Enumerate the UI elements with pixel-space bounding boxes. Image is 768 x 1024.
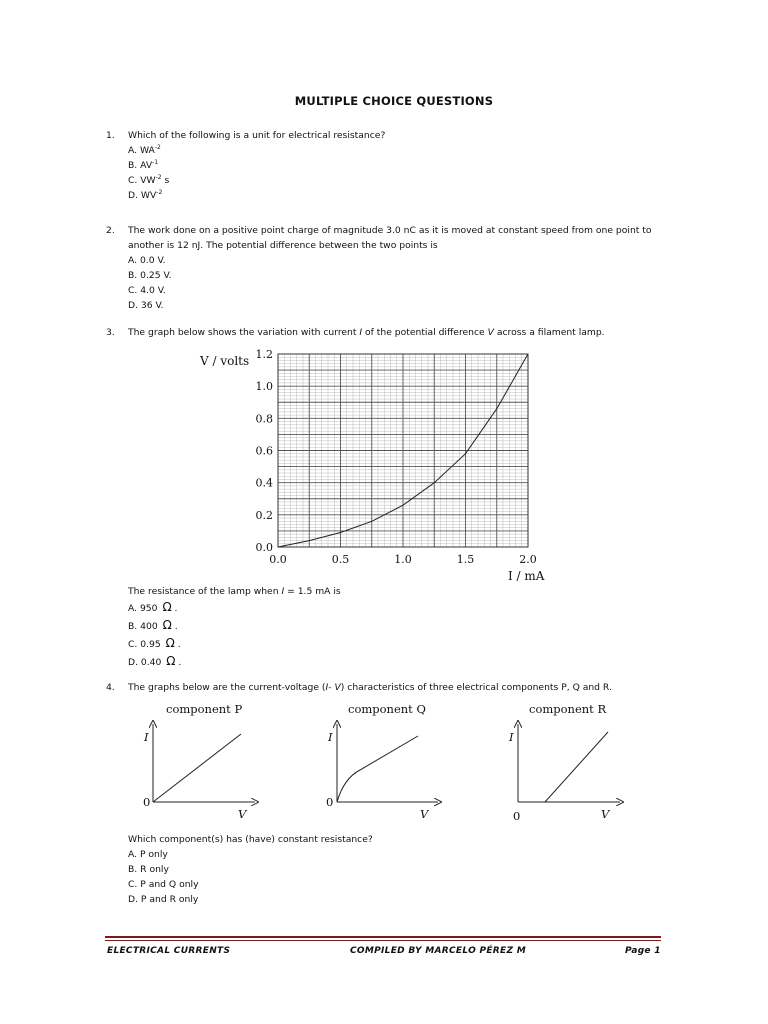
option-a: A. 950 Ω . [128,600,178,614]
x-tick-label: 1.5 [456,553,475,566]
option-d: D. 36 V. [128,300,164,311]
x-tick-label: 0.5 [331,553,350,566]
question-number: 2. [106,225,115,236]
ohm-symbol: Ω [162,618,172,632]
question-number: 3. [106,327,115,338]
option-a: A. $WA^{-2}$ [128,143,161,156]
y-tick-label: 0.4 [255,476,273,490]
question-3-follow [106,584,341,671]
y-tick-label: 0.6 [255,444,273,458]
filament-lamp-graph [190,340,560,590]
option-b: B. R only [128,864,169,875]
iv-line [153,734,241,802]
question-stem-line-2: another is 12 nJ. The potential difference between the two points is [128,240,438,251]
x-axis-label: I / mA [508,569,545,583]
x-tick-labels [269,553,537,566]
question-stem-line-1: The work done on a positive point charge of magnitude 3.0 nC as it is moved at constant speed from one point to [128,225,652,236]
x-tick-label: 2.0 [519,553,537,566]
option-c: C. 0.95 Ω . [128,636,181,650]
footer-left: ELECTRICAL CURRENTS [107,946,231,956]
option-b: B. 0.25 V. [128,270,172,281]
question-follow-up: The resistance of the lamp when I = 1.5 mA is [128,586,341,597]
x-tick-label: 1.0 [394,553,412,566]
question-stem: The graphs below are the current-voltage (I- V) characteristics of three electrical components P, Q and R. [128,682,612,693]
origin-label: 0 [143,795,151,809]
x-axis-label: V [238,807,247,821]
question-number: 1. [106,130,115,141]
y-tick-label: 0.0 [255,541,273,554]
option-c: C. 4.0 V. [128,285,166,296]
question-follow-up: Which component(s) has (have) constant resistance? [128,834,373,845]
iv-curve [337,736,418,802]
y-tick-label: 0.2 [255,508,273,522]
footer-right: Page 1 [625,946,661,956]
option-d: D. $WV^{-2}$ [128,188,163,201]
graph-title: component P [166,702,243,716]
option-b: B. $AV^{-1}$ [128,158,159,171]
question-4 [106,680,612,695]
y-tick-labels [256,348,274,554]
question-1 [106,128,385,203]
graph-title: component Q [348,702,426,716]
y-tick-label: 1.2 [255,348,273,361]
graph-title: component R [529,702,607,716]
x-tick-label: 0.0 [269,553,287,566]
option-c: C. $VW^{-2}$ s [128,173,170,186]
question-stem: Which of the following is a unit for electrical resistance? [128,130,386,141]
ohm-symbol: Ω [166,654,176,668]
y-tick-label: 0.8 [255,412,273,426]
origin-label: 0 [513,809,521,823]
question-2 [106,223,668,313]
iv-line [518,732,608,802]
footer-center: COMPILED BY MARCELO PÉREZ M [350,946,527,956]
y-axis-label: I [328,730,333,744]
x-axis-label: V [601,807,610,821]
option-b: B. 400 Ω . [128,618,178,632]
question-stem: The graph below shows the variation with current I of the potential difference V across a filament lamp. [128,327,605,338]
y-tick-label: 1.0 [255,380,273,394]
option-a: A. P only [128,849,168,860]
y-axis-label: I [509,730,514,744]
ohm-symbol: Ω [162,600,172,614]
origin-label: 0 [326,795,334,809]
option-d: D. 0.40 Ω . [128,654,182,668]
component-q-graph [320,700,450,825]
question-3 [106,325,605,340]
x-axis-label: V [420,807,429,821]
page-title: MULTIPLE CHOICE QUESTIONS [294,94,494,108]
y-axis-label: I [144,730,149,744]
y-axis-label: V / volts [200,354,250,368]
component-r-graph [505,700,635,825]
ohm-symbol: Ω [165,636,175,650]
component-p-graph [140,700,270,825]
option-a: A. 0.0 V. [128,255,166,266]
option-d: D. P and R only [128,894,199,905]
option-c: C. P and Q only [128,879,199,890]
question-4-follow [106,832,373,907]
question-number: 4. [106,682,115,693]
footer-rule [105,936,661,938]
footer-rule-thin [105,940,661,941]
